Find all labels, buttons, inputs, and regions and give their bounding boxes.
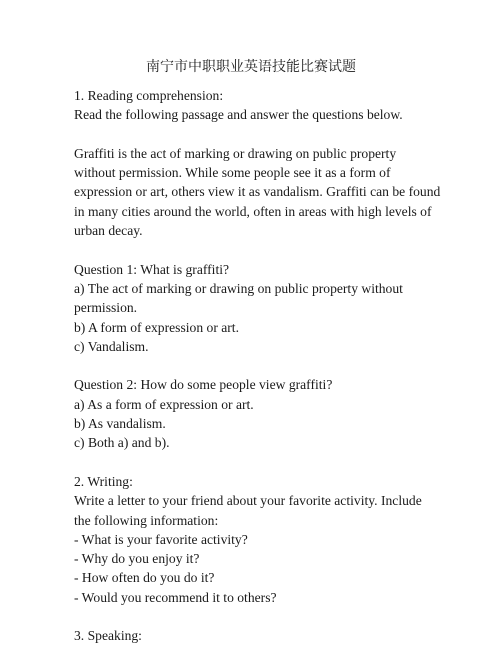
question-1-option: c) Vandalism.: [74, 338, 149, 354]
writing-item: - How often do you do it?: [74, 570, 215, 586]
question-2-option: c) Both a) and b).: [74, 435, 170, 451]
question-1-prompt: Question 1: What is graffiti?: [74, 261, 230, 277]
passage-line: without permission. While some people see it as a form of: [74, 165, 391, 181]
spacer: [74, 240, 436, 259]
writing-instruction: Write a letter to your friend about your favorite activity. Include: [74, 493, 422, 509]
section-heading-reading: 1. Reading comprehension:: [74, 88, 224, 103]
spacer: [74, 453, 436, 472]
spacer: [74, 356, 436, 375]
question-2-option: a) As a form of expression or art.: [74, 396, 254, 412]
spacer: [74, 125, 436, 144]
question-2-option: b) As vandalism.: [74, 416, 166, 432]
writing-item: - What is your favorite activity?: [74, 531, 248, 547]
document-body: [74, 86, 441, 646]
passage-line: Graffiti is the act of marking or drawing on public property: [74, 145, 397, 161]
question-2-prompt: Question 2: How do some people view graffiti?: [74, 377, 333, 393]
reading-instruction: Read the following passage and answer the questions below.: [74, 107, 403, 123]
passage-line: expression or art, others view it as vandalism. Graffiti can be found: [74, 184, 441, 200]
document-title: 南宁市中职职业英语技能比赛试题: [146, 60, 356, 75]
section-heading-writing: 2. Writing:: [74, 473, 133, 489]
writing-instruction: the following information:: [74, 512, 219, 528]
question-1-option: b) A form of expression or art.: [74, 319, 239, 335]
writing-item: - Why do you enjoy it?: [74, 551, 200, 567]
section-heading-speaking: 3. Speaking:: [74, 628, 142, 644]
passage-line: in many cities around the world, often in areas with high levels of: [74, 203, 432, 219]
spacer: [74, 607, 436, 626]
passage-line: urban decay.: [74, 223, 143, 239]
question-1-option: permission.: [74, 300, 138, 316]
writing-item: - Would you recommend it to others?: [74, 589, 277, 605]
question-1-option: a) The act of marking or drawing on public property without: [74, 280, 403, 296]
